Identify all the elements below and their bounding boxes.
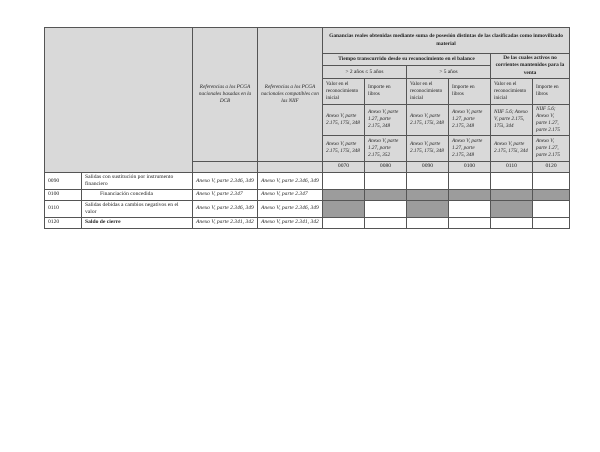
col-ref1-0100: Anexo V, parte 1.27, parte 2.175, 348	[449, 104, 491, 135]
data-cell[interactable]	[323, 218, 365, 228]
sold-group-header: De las cuales activos no corrientes mantenidos para la venta	[491, 54, 570, 79]
col-ref2-0090: Anexo V, parte 2.175, 175i, 348	[407, 135, 449, 161]
ref-dcb-header: Referencias a los PCGA nacionales basadas en la DCB	[193, 28, 258, 162]
row-ref-dcb: Anexo V, parte 2.346, 349	[193, 172, 258, 190]
row-ref-niif: Anexo V, parte 2.341, 342	[258, 218, 323, 228]
col-ref2-0110: Anexo V, parte 2.175, 175i, 344	[491, 135, 533, 161]
col-code-0110: 0110	[491, 161, 533, 172]
row-ref-dcb: Anexo V, parte 2.347	[193, 190, 258, 200]
col-ref2-0120: Anexo V, parte 1.27, parte 2.175	[533, 135, 570, 161]
row-ref-niif: Anexo V, parte 2.346, 349	[258, 172, 323, 190]
data-cell[interactable]	[533, 200, 570, 218]
col-ref2-0080: Anexo V, parte 1.27, parte 2.175, 352	[365, 135, 407, 161]
data-cell[interactable]	[323, 200, 365, 218]
col-ref1-0090: Anexo V, parte 2.175, 175i, 348	[407, 104, 449, 135]
data-cell[interactable]	[533, 172, 570, 190]
table-row	[45, 172, 570, 190]
table-row	[45, 218, 570, 228]
row-code: 0120	[45, 218, 82, 228]
col-code-0080: 0080	[365, 161, 407, 172]
table-wrapper	[44, 27, 570, 229]
blank-corner-cell	[45, 28, 193, 173]
data-cell[interactable]	[365, 200, 407, 218]
time-group-header: Tiempo transcurrido desde su reconocimiento en el balance	[323, 54, 491, 66]
col-ref2-0100: Anexo V, parte 1.27, parte 2.175, 348	[449, 135, 491, 161]
data-cell[interactable]	[365, 190, 407, 200]
table-row	[45, 190, 570, 200]
data-cell[interactable]	[491, 172, 533, 190]
data-cell[interactable]	[407, 190, 449, 200]
col-ref1-0070: Anexo V, parte 2.175, 175i, 348	[323, 104, 365, 135]
ref-dcb-spacer	[193, 161, 258, 172]
row-code: 0100	[45, 190, 82, 200]
data-cell[interactable]	[407, 200, 449, 218]
data-cell[interactable]	[449, 172, 491, 190]
data-cell[interactable]	[449, 218, 491, 228]
col-code-0090: 0090	[407, 161, 449, 172]
data-cell[interactable]	[323, 172, 365, 190]
row-code: 0110	[45, 200, 82, 218]
row-label: Salidas con sustitución por instrumento financiero	[82, 172, 193, 190]
col-ref1-0120: NIIF 5.6; Anexo V, parte 1.27, parte 2.175	[533, 104, 570, 135]
row-label: Salidas debidas a cambios negativos en el valor	[82, 200, 193, 218]
ref-niif-header: Referencias a los PCGA nacionales compatibles con las NIIF	[258, 28, 323, 162]
col-code-0100: 0100	[449, 161, 491, 172]
data-cell[interactable]	[407, 172, 449, 190]
data-cell[interactable]	[407, 218, 449, 228]
row-ref-dcb: Anexo V, parte 2.341, 342	[193, 218, 258, 228]
data-cell[interactable]	[323, 190, 365, 200]
data-cell[interactable]	[533, 190, 570, 200]
data-cell[interactable]	[491, 190, 533, 200]
data-cell[interactable]	[491, 218, 533, 228]
data-cell[interactable]	[365, 218, 407, 228]
col-code-0120: 0120	[533, 161, 570, 172]
table-body	[45, 172, 570, 228]
gains-title-header: Ganancias reales obtenidas mediante suma de posesión distintas de las clasificadas como inmovilizado material	[323, 28, 570, 54]
range-header-1: > 2 años ≤ 5 años	[323, 66, 407, 78]
col-label-0100: Importe en libros	[449, 78, 491, 104]
row-label: Saldo de cierre	[82, 218, 193, 228]
row-code: 0090	[45, 172, 82, 190]
row-ref-niif: Anexo V, parte 2.347	[258, 190, 323, 200]
row-ref-dcb: Anexo V, parte 2.346, 349	[193, 200, 258, 218]
col-ref2-0070: Anexo V, parte 2.175, 175i, 348	[323, 135, 365, 161]
data-cell[interactable]	[533, 218, 570, 228]
col-label-0110: Valor en el reconocimiento inicial	[491, 78, 533, 104]
col-label-0120: Importe en libros	[533, 78, 570, 104]
col-label-0070: Valor en el reconocimiento inicial	[323, 78, 365, 104]
data-cell[interactable]	[449, 190, 491, 200]
col-ref1-0110: NIIF 5.6; Anexo V, parte 2.175, 175i, 344	[491, 104, 533, 135]
col-code-0070: 0070	[323, 161, 365, 172]
ref-niif-spacer	[258, 161, 323, 172]
col-label-0080: Importe en libros	[365, 78, 407, 104]
row-ref-niif: Anexo V, parte 2.346, 349	[258, 200, 323, 218]
table-row	[45, 200, 570, 218]
data-cell[interactable]	[491, 200, 533, 218]
gains-table	[44, 27, 570, 229]
range-header-2: > 5 años	[407, 66, 491, 78]
col-label-0090: Valor en el reconocimiento inicial	[407, 78, 449, 104]
row-label: Financiación concedida	[82, 190, 193, 200]
data-cell[interactable]	[449, 200, 491, 218]
data-cell[interactable]	[365, 172, 407, 190]
col-ref1-0080: Anexo V, parte 1.27, parte 2.175, 348	[365, 104, 407, 135]
